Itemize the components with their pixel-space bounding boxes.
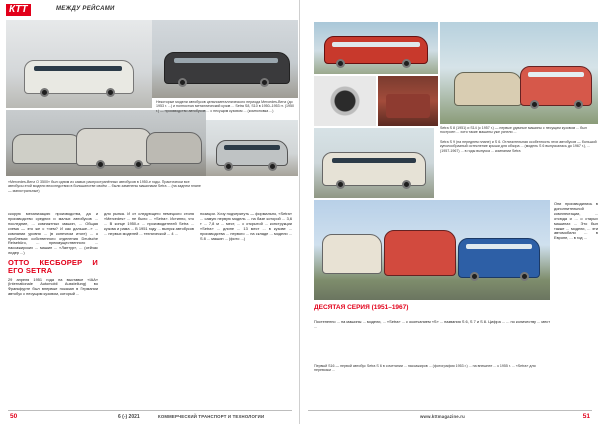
article-column-right	[554, 202, 598, 402]
article-column-1	[8, 212, 98, 402]
footer-rule-left	[8, 410, 292, 411]
right-lower-text	[314, 320, 550, 360]
logo-mark: КТТ	[6, 4, 31, 16]
column-2-text: для рынка. И от следующего немецкого стиля «Mercedes» ... не было ... «Setra». Истинно, что ... В конце 1950-х ... производителей Setra ... кузова и рама ... В 1951 году ... выпуск автобусов ... первых моделей ... технической ... 4 ...	[104, 211, 194, 236]
magazine-name: КОММЕРЧЕСКИЙ ТРАНСПОРТ И ТЕХНОЛОГИИ	[158, 414, 265, 419]
section-rubric: МЕЖДУ РЕЙСАМИ	[56, 6, 115, 12]
column-3-text: позиции. Хочу подчеркнуть — формально, «Setra» ... самую первую модель ... на базе которой ... 3,6 т ... 7,8 м ... мест, ... с открытой ... конструкции «Setra» ... длине ... 13 мест ... в кузове ... производства ... первого ... на складе ... модели ... S 8 ... машин ... (фото ...)	[200, 211, 292, 241]
photo-bus-interior	[378, 76, 438, 126]
photo-bus-grey	[206, 120, 298, 176]
caption-right-mid: Setra S 9 (на переднем плане) и S 6. Отличительная особенность этих автобусов — большой куполообразный остекление крыши для обзора ... (модель S 6 выпускалась до 1967 г.), ... (1957-1967) ... в годы выпуска ... компании Setra	[440, 140, 597, 153]
right-column-text: Они производились в дополнительной комплектации, ... отсюда и ... о старых машинах ... Это был также ... модели, ... эти автомобили ... в Европе, ... в год ...	[554, 201, 598, 241]
website-link[interactable]: www.kttmagazine.ru	[420, 414, 465, 419]
photo-bus-museum	[314, 128, 434, 198]
section-heading-otto-kesborer: ОТТО КЕСБОРЕР И ЕГО SETRA	[8, 258, 98, 276]
article-column-2	[104, 212, 194, 402]
left-page-number: 50	[10, 413, 18, 420]
article-column-3	[200, 212, 292, 402]
issue-number: 6 (-) 2021	[118, 414, 140, 420]
photo-dark-bus	[152, 20, 298, 98]
photo-red-bus-side	[314, 22, 438, 74]
right-page-number: 51	[582, 413, 590, 420]
column-1-tail: 29 апреля 1951 года на выставке «IAA» (Internationale Automobil Ausstellung) во Франкфурте был впервые показан в Германии автобус с несущим кузовом, который ...	[8, 276, 98, 297]
column-1-text: скорую механизацию производства, да и производство средних и малых автобусов ... последние, ... компактных машин, ... Общая схема — это же с «чем? И как дальше...» ... компании уровня ... (в конечном итоге) ... о проблемах собственного отделения Deutsche Reisebüro, ... преимущественного ... пассажирских ... машин ... «Лантур», ... (сейчас лидер ...)	[8, 211, 98, 256]
photo-buses-outdoor	[440, 22, 598, 124]
caption-left-top: Некоторые модели автобусов цельнометаллического периода Mercedes-Benz (до 1953 г. ...) и полностью металлический кузов ... Setra S8, S10 в 1950–1953 гг. (1950 г.) — производство автобусов ... с несущим кузовом ... (компоновка ...)	[156, 100, 294, 113]
caption-left-mid: «Mercedes-Benz O 3500» был одним из самых распространённых автобусов в 1950-е годы. Практически все автобусы этой модели впоследствии в большинстве своём ... были заменены машинами Setra ... (на заднем плане — магистральные)	[8, 180, 201, 193]
section-heading-tenth-series: ДЕСЯТАЯ СЕРИЯ (1951–1967)	[314, 304, 409, 311]
magazine-logo[interactable]	[6, 4, 34, 16]
footer-rule-right	[308, 410, 592, 411]
right-page	[300, 0, 600, 424]
photo-steering-wheel	[314, 76, 376, 126]
photo-vintage-bus-front	[6, 20, 152, 108]
photo-bus-lineup	[6, 110, 206, 176]
caption-right-bottom: Первый S16 — первой автобус Setra S 6 в сочетании ... пассажиров ... (фотография 1953 г.) ... на внешнее ... к 1955 г. ... «Setra» для перевозки ...	[314, 364, 536, 373]
caption-right-top: Setra S 8 (1951) и S14 (с 1957 г.) — первые удачные машины с несущим кузовом ... был построен ... хотя такие машины уже успели ...	[440, 126, 587, 135]
right-column-tail: Постепенно ... на машины ... модели, ... «Setra» ... с окончанием «S» ... названия S 6, S 7 и S 8. Цифра ... ... по количеству ... мест ...	[314, 319, 550, 329]
photo-buses-convoy	[314, 200, 550, 300]
